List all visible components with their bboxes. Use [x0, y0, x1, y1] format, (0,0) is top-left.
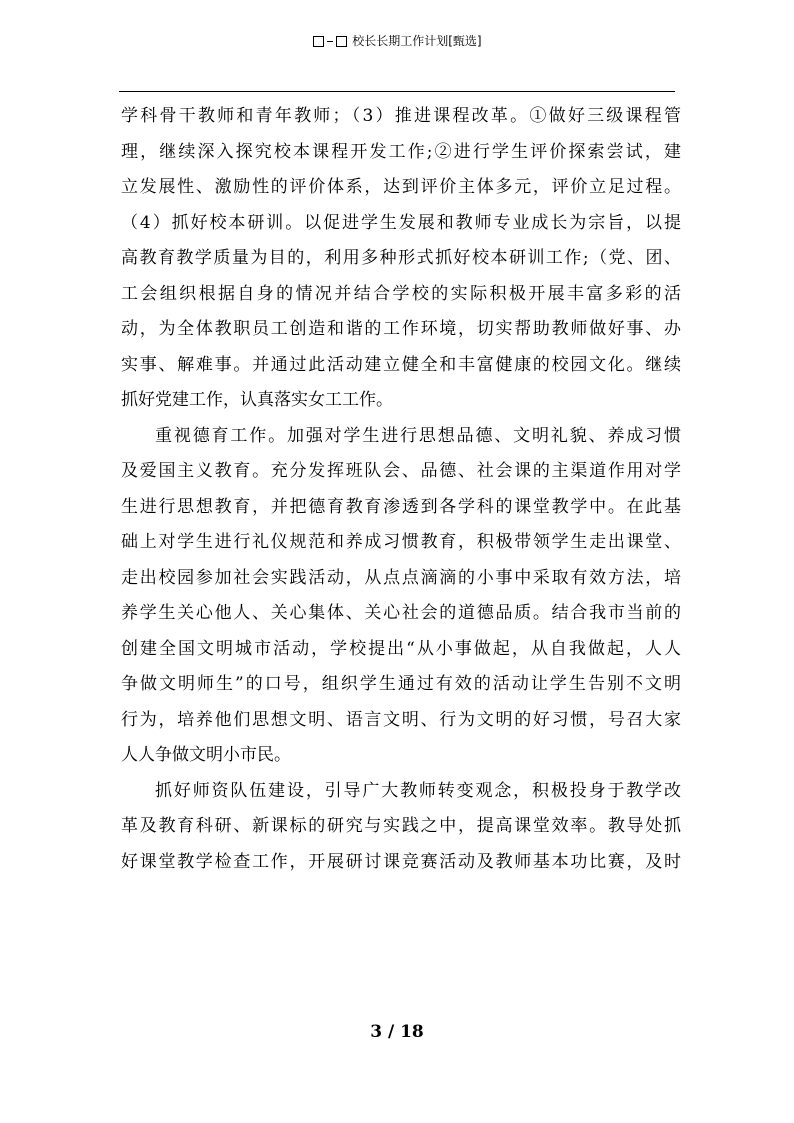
body-line: 立发展性、激励性的评价体系，达到评价主体多元，评价立足过程。: [121, 177, 681, 197]
body-line: 革及教育科研、新课标的研究与实践之中，提高课堂效率。教导处抓: [121, 816, 681, 836]
body-line: 争做文明师生”的口号，组织学生通过有效的活动让学生告别不文明: [121, 674, 681, 694]
header-rule: [119, 91, 675, 92]
header-glyph-icon: [313, 36, 324, 47]
body-line: （4）抓好校本研训。以促进学生发展和教师专业成长为宗旨，以提: [121, 212, 681, 233]
body-line: 生进行思想教育，并把德育教育渗透到各学科的课堂教学中。在此基: [121, 496, 681, 517]
paragraph-start-line: 抓好师资队伍建设，引导广大教师转变观念，积极投身于教学改: [155, 780, 681, 801]
header-title: 校长长期工作计划[甄选]: [352, 34, 482, 48]
body-line: 础上对学生进行礼仪规范和养成习惯教育，积极带领学生走出课堂、: [121, 532, 681, 552]
body-line: 创建全国文明城市活动，学校提出“从小事做起，从自我做起，人人: [121, 638, 681, 659]
body-line: 及爱国主义教育。充分发挥班队会、品德、社会课的主渠道作用对学: [121, 461, 681, 481]
header-glyph-icon: [336, 36, 347, 47]
header-dash-icon: [327, 41, 333, 42]
paragraph-start-line: 重视德育工作。加强对学生进行思想品德、文明礼貌、养成习惯: [155, 425, 681, 446]
body-line: 抓好党建工作，认真落实女工工作。: [121, 390, 393, 410]
body-line: 行为，培养他们思想文明、语言文明、行为文明的好习惯，号召大家: [121, 709, 681, 730]
body-line: 动，为全体教职员工创造和谐的工作环境，切实帮助教师做好事、办: [121, 319, 681, 339]
body-line: 走出校园参加社会实践活动，从点点滴滴的小事中采取有效方法，培: [121, 567, 681, 588]
body-line: 养学生关心他人、关心集体、关心社会的道德品质。结合我市当前的: [121, 603, 681, 623]
body-line: 学科骨干教师和青年教师；（3）推进课程改革。①做好三级课程管: [121, 106, 681, 126]
body-line: 实事、解难事。并通过此活动建立健全和丰富健康的校园文化。继续: [121, 354, 681, 375]
page-number: 3 / 18: [370, 1022, 424, 1042]
page-header: [0, 33, 794, 49]
body-line: 好课堂教学检查工作，开展研讨课竞赛活动及教师基本功比赛，及时: [121, 851, 681, 872]
body-line: 人人争做文明小市民。: [121, 745, 291, 765]
body-line: 理，继续深入探究校本课程开发工作;②进行学生评价探索尝试，建: [121, 141, 681, 162]
body-line: 高教育教学质量为目的，利用多种形式抓好校本研训工作;（党、团、: [121, 248, 681, 268]
document-body: [121, 99, 681, 880]
body-line: 工会组织根据自身的情况并结合学校的实际积极开展丰富多彩的活: [121, 283, 681, 304]
